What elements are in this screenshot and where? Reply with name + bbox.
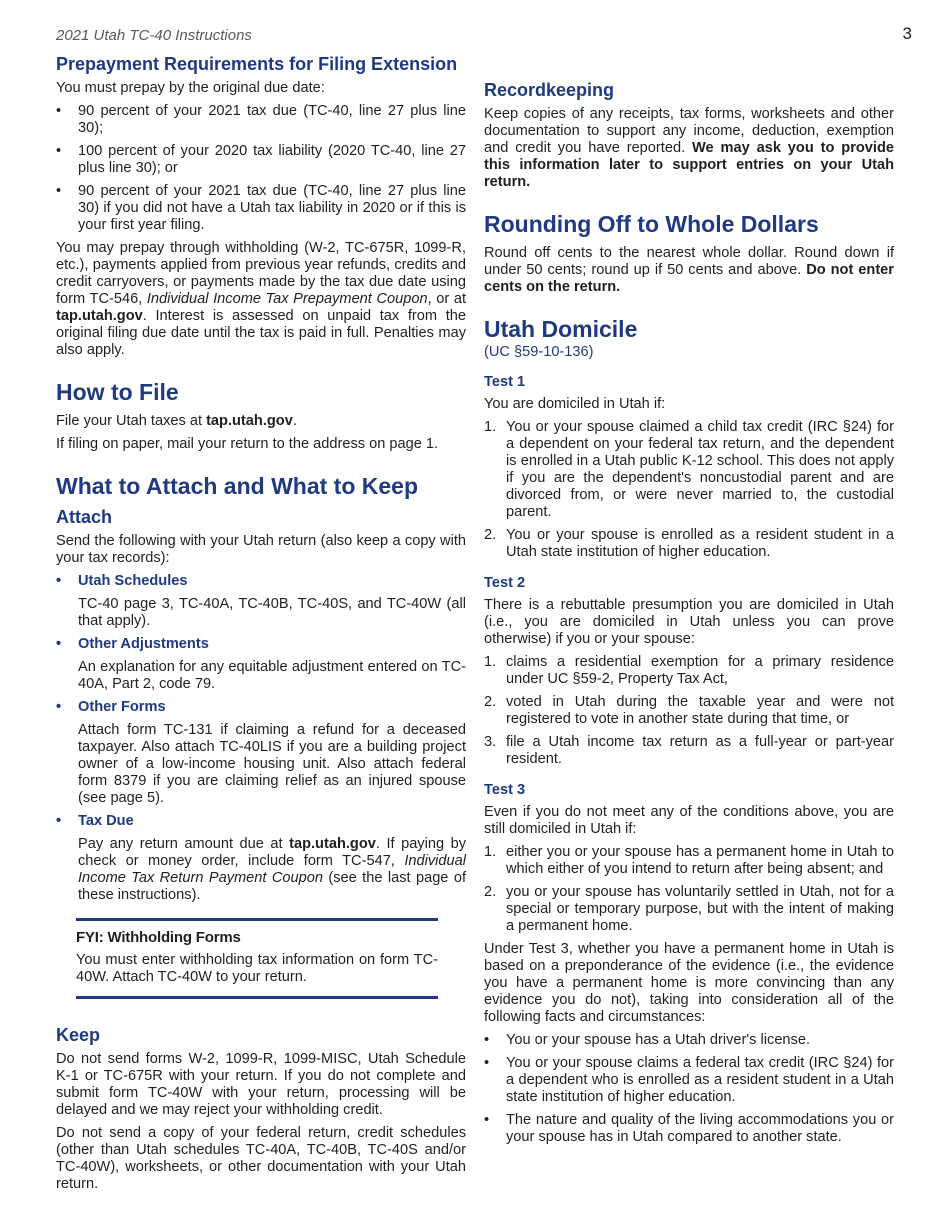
- how-to-file-heading: How to File: [56, 379, 179, 405]
- how-to-file-line: File your Utah taxes at tap.utah.gov.: [56, 413, 297, 429]
- list-item: 2. you or your spouse has voluntarily settled in Utah, not for a special or temporary purpose, but with the intent of making a permanent home.: [484, 884, 894, 934]
- recordkeeping-paragraph: Keep copies of any receipts, tax forms, worksheets and other documentation to support any income, deduction, exemption and credit you have reported. We may ask you to provide this information later to support entries on your Utah return.: [484, 106, 894, 190]
- test3-factors-list: [484, 1032, 894, 1146]
- tap-link[interactable]: tap.utah.gov: [206, 413, 293, 429]
- running-head: 2021 Utah TC-40 Instructions: [56, 27, 252, 44]
- list-item: • You or your spouse has a Utah driver's license.: [484, 1032, 894, 1049]
- keep-heading: Keep: [56, 1025, 101, 1045]
- attach-item-head: • Other Adjustments: [56, 636, 466, 653]
- attach-item-body: TC-40 page 3, TC-40A, TC-40B, TC-40S, and TC-40W (all that apply).: [78, 596, 466, 629]
- test2-intro: There is a rebuttable presumption you are domiciled in Utah (i.e., you are domiciled in Utah unless you can prove otherwise) if you or your spouse:: [484, 597, 894, 647]
- left-column: [56, 54, 466, 1199]
- rounding-paragraph: Round off cents to the nearest whole dollar. Round down if under 50 cents; round up if 50 cents and above. Do not enter cents on the return.: [484, 245, 894, 295]
- list-item: 1. claims a residential exemption for a primary residence under UC §59-2, Property Tax Act,: [484, 654, 894, 687]
- list-item: • 90 percent of your 2021 tax due (TC-40, line 27 plus line 30);: [56, 103, 466, 137]
- list-item: 3. file a Utah income tax return as a full-year or part-year resident.: [484, 734, 894, 767]
- test3-heading: Test 3: [484, 782, 526, 798]
- attach-item-forms: [56, 699, 466, 807]
- tap-link[interactable]: tap.utah.gov: [289, 836, 376, 852]
- attach-item-body: An explanation for any equitable adjustment entered on TC-40A, Part 2, code 79.: [78, 659, 466, 692]
- test3-intro: Even if you do not meet any of the conditions above, you are still domiciled in Utah if:: [484, 804, 894, 837]
- test2-list: [484, 654, 894, 768]
- test3-paragraph: Under Test 3, whether you have a permanent home in Utah is based on a preponderance of the evidence (i.e., the evidence you have a permanent home is more convincing than any evidence you do not), taking into consideration all of the following facts and circumstances:: [484, 941, 894, 1025]
- list-item: • The nature and quality of the living accommodations you or your spouse has in Utah compared to another state.: [484, 1112, 894, 1146]
- test2-heading: Test 2: [484, 575, 526, 591]
- rounding-heading: Rounding Off to Whole Dollars: [484, 211, 819, 237]
- recordkeeping-heading: Recordkeeping: [484, 80, 615, 100]
- test3-list: [484, 844, 894, 935]
- list-item: • 90 percent of your 2021 tax due (TC-40, line 27 plus line 30) if you did not have a Utah tax liability in 2020 or if this is your first year filing.: [56, 183, 466, 234]
- attach-item-head: • Utah Schedules: [56, 573, 466, 590]
- test1-heading: Test 1: [484, 374, 526, 390]
- list-item: 1. You or your spouse claimed a child tax credit (IRC §24) for a dependent on your federal tax return, and the dependent is enrolled in a Utah public K-12 school. This does not apply if you are the dependent's noncustodial parent and are divorced from, or were never married to, the custodial parent.: [484, 419, 894, 520]
- fyi-title: FYI: Withholding Forms: [76, 929, 241, 946]
- attach-heading: Attach: [56, 507, 113, 527]
- prepay-heading: Prepayment Requirements for Filing Extension: [56, 54, 458, 74]
- attach-item-head: • Tax Due: [56, 813, 466, 830]
- test1-intro: You are domiciled in Utah if:: [484, 396, 666, 412]
- attach-intro: Send the following with your Utah return (also keep a copy with your tax records):: [56, 533, 466, 566]
- attach-keep-heading: What to Attach and What to Keep: [56, 473, 419, 499]
- list-item: 2. You or your spouse is enrolled as a resident student in a Utah state institution of higher education.: [484, 527, 894, 560]
- test1-list: [484, 419, 894, 561]
- attach-item-tax-due: [56, 813, 466, 904]
- domicile-heading: Utah Domicile: [484, 316, 638, 342]
- tap-link[interactable]: tap.utah.gov: [56, 308, 143, 324]
- fyi-box: [76, 918, 438, 999]
- prepay-paragraph: You may prepay through withholding (W-2, TC-675R, 1099-R, etc.), payments applied from previous year refunds, credits and credit carryovers, or payments made by the tax due date using form TC-546, Individual Income Tax Prepayment Coupon, or at tap.utah.gov. Interest is assessed on unpaid tax from the original filing due date until the tax is paid in full. Penalties may also apply.: [56, 240, 467, 358]
- right-column: [484, 56, 894, 1152]
- how-to-file-paper-line: If filing on paper, mail your return to the address on page 1.: [56, 436, 439, 452]
- keep-paragraph-2: Do not send a copy of your federal return, credit schedules (other than Utah schedules TC-40A, TC-40B, TC-40S and/or TC-40W), worksheets, or other documentation with your Utah return.: [56, 1125, 466, 1192]
- prepay-intro: You must prepay by the original due date:: [56, 80, 325, 96]
- attach-item-body: Pay any return amount due at tap.utah.gov. If paying by check or money order, include form TC-547, Individual Income Tax Return Payment Coupon (see the last page of these instructions).: [78, 836, 467, 903]
- list-item: 2. voted in Utah during the taxable year and were not registered to vote in another state during that time, or: [484, 694, 894, 727]
- attach-item-schedules: [56, 573, 466, 630]
- prepay-list: [56, 103, 466, 234]
- attach-item-head: • Other Forms: [56, 699, 466, 716]
- domicile-code-reference: (UC §59-10-136): [484, 344, 594, 360]
- list-item: 1. either you or your spouse has a permanent home in Utah to which either of you intend to return after being absent; and: [484, 844, 894, 877]
- keep-paragraph-1: Do not send forms W-2, 1099-R, 1099-MISC, Utah Schedule K-1 or TC-675R with your return. If you do not complete and submit form TC-40W with your return, processing will be delayed and we may reject your withholding credit.: [56, 1051, 466, 1118]
- fyi-body: You must enter withholding tax information on form TC-40W. Attach TC-40W to your return.: [76, 952, 438, 985]
- list-item: • You or your spouse claims a federal tax credit (IRC §24) for a dependent who is enrolled as a resident student in a Utah state institution of higher education.: [484, 1055, 894, 1106]
- page-number: 3: [902, 24, 912, 43]
- attach-item-adjustments: [56, 636, 466, 693]
- list-item: • 100 percent of your 2020 tax liability (2020 TC-40, line 27 plus line 30); or: [56, 143, 466, 177]
- attach-item-body: Attach form TC-131 if claiming a refund for a deceased taxpayer. Also attach TC-40LIS if you are a building project owner of a low-income housing unit. Also attach federal form 8379 if you are claiming relief as an injured spouse (see page 5).: [78, 722, 466, 806]
